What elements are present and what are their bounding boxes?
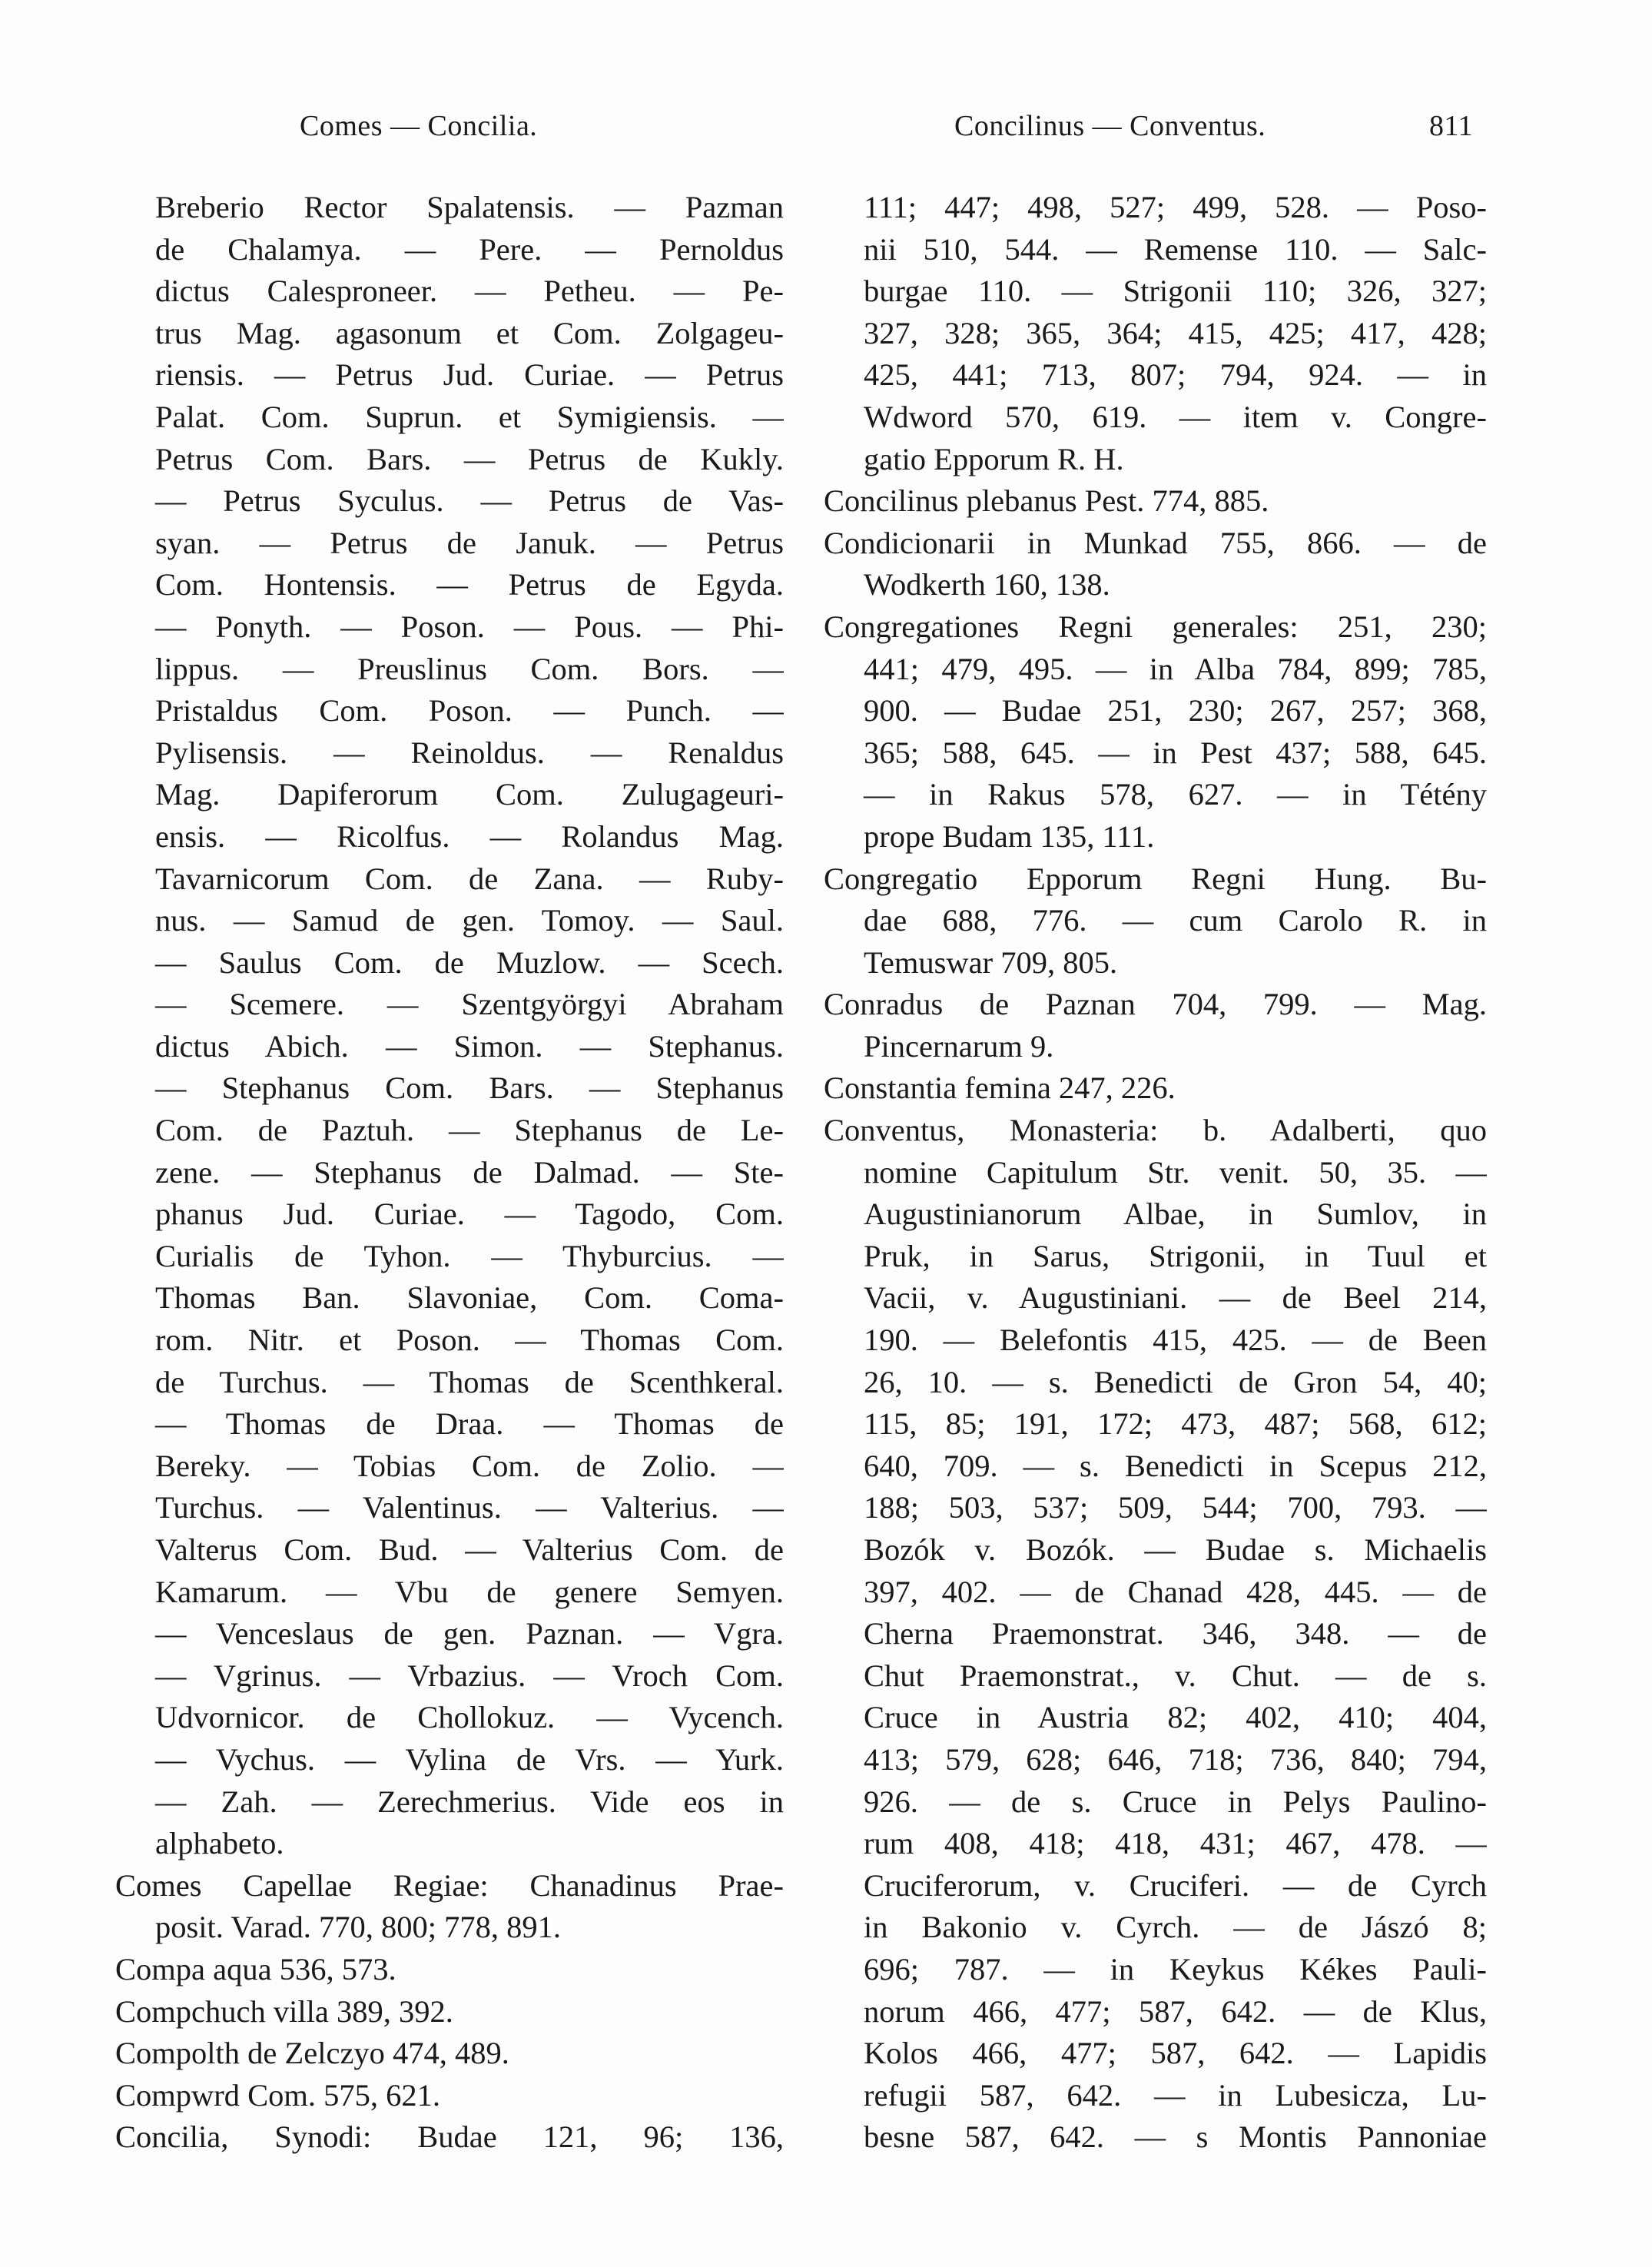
index-line: 111; 447; 498, 527; 499, 528. — Poso-: [864, 190, 1487, 224]
index-line: Kolos 466, 477; 587, 642. — Lapidis: [864, 2036, 1487, 2071]
index-line: Mag. Dapiferorum Com. Zulugageuri-: [155, 777, 784, 812]
index-line: norum 466, 477; 587, 642. — de Klus,: [864, 1993, 1487, 2029]
index-line: Cruciferorum, v. Cruciferi. — de Cyrch: [864, 1867, 1487, 1903]
index-line: 188; 503, 537; 509, 544; 700, 793. —: [864, 1490, 1487, 1525]
index-line: Condicionarii in Munkad 755, 866. — de: [824, 525, 1487, 560]
index-line: dictus Abich. — Simon. — Stephanus.: [155, 1028, 784, 1064]
index-line: Udvornicor. de Chollokuz. — Vycench.: [155, 1700, 784, 1735]
index-line: 696; 787. — in Keykus Kékes Pauli-: [864, 1951, 1487, 1987]
index-line: trus Mag. agasonum et Com. Zolgageu-: [155, 315, 784, 350]
index-line: Bereky. — Tobias Com. de Zolio. —: [155, 1448, 784, 1483]
index-line: 640, 709. — s. Benedicti in Scepus 212,: [864, 1448, 1487, 1483]
index-line: Turchus. — Valentinus. — Valterius. —: [155, 1490, 784, 1525]
index-line: Com. Hontensis. — Petrus de Egyda.: [155, 567, 784, 602]
index-line: 425, 441; 713, 807; 794, 924. — in: [864, 357, 1487, 393]
index-line: 115, 85; 191, 172; 473, 487; 568, 612;: [864, 1406, 1487, 1442]
index-line: Kamarum. — Vbu de genere Semyen.: [155, 1574, 784, 1609]
index-line: — Vychus. — Vylina de Vrs. — Yurk.: [155, 1741, 784, 1777]
index-line: — Scemere. — Szentgyörgyi Abraham: [155, 987, 784, 1022]
index-line: phanus Jud. Curiae. — Tagodo, Com.: [155, 1197, 784, 1232]
index-line: — Thomas de Draa. — Thomas de: [155, 1406, 784, 1442]
running-head-left: Comes — Concilia.: [300, 110, 538, 142]
index-line: Congregationes Regni generales: 251, 230;: [824, 609, 1487, 644]
index-line: Wdword 570, 619. — item v. Congre-: [864, 399, 1487, 434]
index-line: Chut Praemonstrat., v. Chut. — de s.: [864, 1658, 1487, 1693]
index-line: Compolth de Zelczyo 474, 489.: [115, 2036, 509, 2071]
index-line: Curialis de Tyhon. — Thyburcius. —: [155, 1238, 784, 1273]
left-column: [115, 187, 784, 2159]
index-line: nomine Capitulum Str. venit. 50, 35. —: [864, 1154, 1487, 1190]
index-line: ensis. — Ricolfus. — Rolandus Mag.: [155, 818, 784, 854]
index-line: rom. Nitr. et Poson. — Thomas Com.: [155, 1323, 784, 1358]
index-line: Comes Capellae Regiae: Chanadinus Prae-: [115, 1867, 784, 1903]
index-line: in Bakonio v. Cyrch. — de Jászó 8;: [864, 1910, 1487, 1945]
index-line: zene. — Stephanus de Dalmad. — Ste-: [155, 1154, 784, 1190]
index-line: burgae 110. — Strigonii 110; 326, 327;: [864, 274, 1487, 309]
index-line: Breberio Rector Spalatensis. — Pazman: [155, 190, 784, 224]
index-line: Pylisensis. — Reinoldus. — Renaldus: [155, 735, 784, 770]
index-line: Conventus, Monasteria: b. Adalberti, quo: [824, 1113, 1487, 1148]
index-line: syan. — Petrus de Januk. — Petrus: [155, 525, 784, 560]
right-column: [824, 187, 1487, 2159]
index-line: posit. Varad. 770, 800; 778, 891.: [155, 1910, 561, 1945]
index-line: — Ponyth. — Poson. — Pous. — Phi-: [155, 609, 784, 644]
index-line: besne 587, 642. — s Montis Pannoniae: [864, 2119, 1487, 2155]
index-line: 327, 328; 365, 364; 415, 425; 417, 428;: [864, 315, 1487, 350]
index-line: riensis. — Petrus Jud. Curiae. — Petrus: [155, 357, 784, 393]
index-line: nus. — Samud de gen. Tomoy. — Saul.: [155, 903, 784, 938]
index-line: 26, 10. — s. Benedicti de Gron 54, 40;: [864, 1364, 1487, 1399]
index-line: — Zah. — Zerechmerius. Vide eos in: [155, 1784, 784, 1819]
index-line: Compwrd Com. 575, 621.: [115, 2077, 441, 2113]
index-line: de Chalamya. — Pere. — Pernoldus: [155, 231, 784, 267]
index-line: — Venceslaus de gen. Paznan. — Vgra.: [155, 1616, 784, 1651]
index-line: Petrus Com. Bars. — Petrus de Kukly.: [155, 441, 784, 476]
index-line: Cruce in Austria 82; 402, 410; 404,: [864, 1700, 1487, 1735]
index-line: 441; 479, 495. — in Alba 784, 899; 785,: [864, 651, 1487, 686]
index-line: 397, 402. — de Chanad 428, 445. — de: [864, 1574, 1487, 1609]
index-line: Wodkerth 160, 138.: [864, 567, 1110, 602]
index-line: Augustinianorum Albae, in Sumlov, in: [864, 1197, 1487, 1232]
index-line: — Stephanus Com. Bars. — Stephanus: [155, 1070, 784, 1106]
index-line: gatio Epporum R. H.: [864, 441, 1124, 476]
index-line: refugii 587, 642. — in Lubesicza, Lu-: [864, 2077, 1487, 2113]
index-line: dictus Calespronеer. — Petheu. — Pe-: [155, 274, 784, 309]
index-line: — Vgrinus. — Vrbazius. — Vroch Com.: [155, 1658, 784, 1693]
index-line: de Turchus. — Thomas de Scenthkeral.: [155, 1364, 784, 1399]
index-line: Concilinus plebanus Pest. 774, 885.: [824, 483, 1269, 519]
index-line: 900. — Budae 251, 230; 267, 257; 368,: [864, 693, 1487, 729]
index-line: 926. — de s. Cruce in Pelys Paulino-: [864, 1784, 1487, 1819]
index-line: dae 688, 776. — cum Carolo R. in: [864, 903, 1487, 938]
page-number: 811: [1429, 110, 1474, 142]
index-line: lippus. — Preuslinus Com. Bors. —: [155, 651, 784, 686]
index-line: 190. — Belefontis 415, 425. — de Been: [864, 1323, 1487, 1358]
index-line: rum 408, 418; 418, 431; 467, 478. —: [864, 1826, 1487, 1861]
index-line: Temuswar 709, 805.: [864, 944, 1118, 980]
index-line: nii 510, 544. — Remense 110. — Salc-: [864, 231, 1487, 267]
index-line: 413; 579, 628; 646, 718; 736, 840; 794,: [864, 1741, 1487, 1777]
index-line: Vacii, v. Augustiniani. — de Beel 214,: [864, 1280, 1487, 1316]
index-line: 365; 588, 645. — in Pest 437; 588, 645.: [864, 735, 1487, 770]
index-line: Pristaldus Com. Poson. — Punch. —: [155, 693, 784, 729]
index-line: Valterus Com. Bud. — Valterius Com. de: [155, 1532, 784, 1567]
index-line: — in Rakus 578, 627. — in Tétény: [864, 777, 1487, 812]
index-line: Conradus de Paznan 704, 799. — Mag.: [824, 987, 1487, 1022]
index-line: Com. de Paztuh. — Stephanus de Le-: [155, 1113, 784, 1148]
index-line: Bozók v. Bozók. — Budae s. Michaelis: [864, 1532, 1487, 1567]
index-line: — Petrus Syculus. — Petrus de Vas-: [155, 483, 784, 519]
index-line: Congregatio Epporum Regni Hung. Bu-: [824, 861, 1487, 896]
index-line: Constantia femina 247, 226.: [824, 1070, 1176, 1106]
index-line: Thomas Ban. Slavoniae, Com. Coma-: [155, 1280, 784, 1316]
index-line: Cherna Praemonstrat. 346, 348. — de: [864, 1616, 1487, 1651]
index-line: Pincernarum 9.: [864, 1028, 1054, 1064]
index-line: — Saulus Com. de Muzlow. — Scech.: [155, 944, 784, 980]
index-line: prope Budam 135, 111.: [864, 818, 1155, 854]
index-line: Pruk, in Sarus, Strigonii, in Tuul et: [864, 1238, 1487, 1273]
index-line: Tavarnicorum Com. de Zana. — Ruby-: [155, 861, 784, 896]
index-line: Palat. Com. Suprun. et Symigiensis. —: [155, 399, 784, 434]
index-line: alphabeto.: [155, 1826, 284, 1861]
index-line: Compchuch villa 389, 392.: [115, 1993, 453, 2029]
index-line: Concilia, Synodi: Budae 121, 96; 136,: [115, 2119, 784, 2155]
running-head-right: Concilinus — Conventus.: [954, 110, 1266, 142]
index-line: Compa aqua 536, 573.: [115, 1951, 396, 1987]
